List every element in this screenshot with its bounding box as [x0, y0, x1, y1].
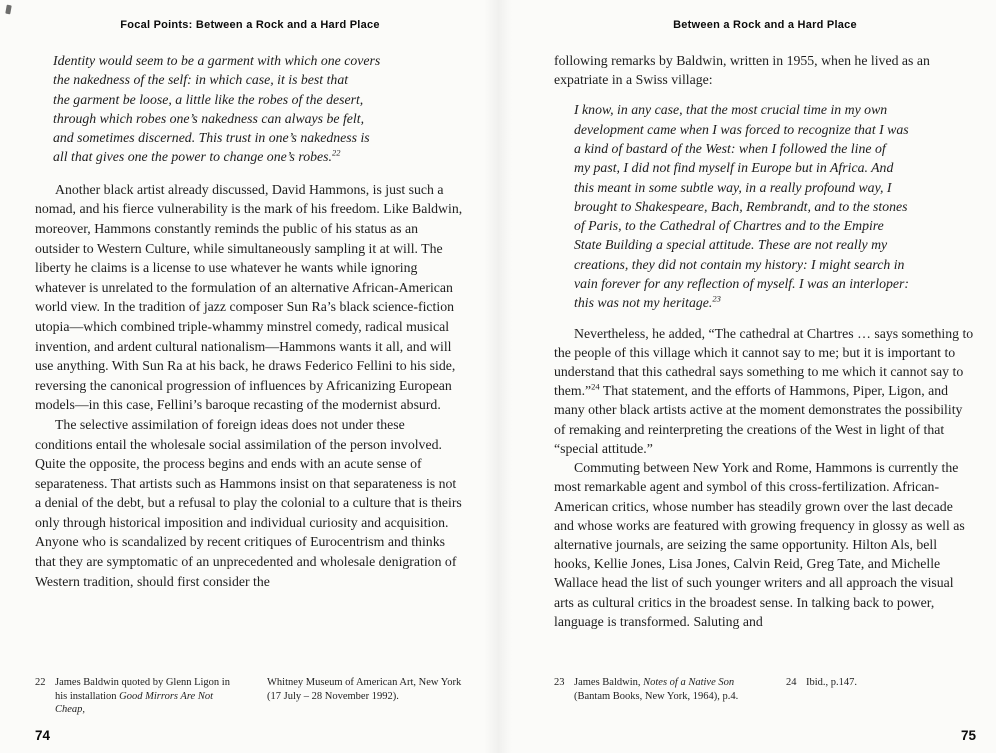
- footnote-23: [554, 676, 762, 703]
- quote-line: through which robes one’s nakedness can always be felt,: [53, 110, 365, 126]
- footnote-ref-22: 22: [331, 147, 341, 158]
- quote-line: and sometimes discerned. This trust in one’s nakedness is: [53, 130, 370, 146]
- quote-line: of Paris, to the Cathedral of Chartres and to the Empire: [574, 218, 884, 234]
- paragraph-text-part: That statement, and the efforts of Hammons, Piper, Ligon, and many other black artists active at the moment demonstrates the possibility of remaking and reinterpreting the creations of the West in light of that “special attitude.”: [554, 383, 963, 456]
- baldwin-epigraph-quote: [53, 51, 465, 167]
- page-number-74: 74: [35, 728, 51, 743]
- quote-line-text: this was not my heritage.: [574, 295, 713, 311]
- quote-line: a kind of bastard of the West: when I followed the line of: [574, 141, 886, 156]
- footnote-text: Whitney Museum of American Art, New York (17 July – 28 November 1992).: [267, 677, 462, 702]
- quote-line: my past, I did not find myself in Europe but in Africa. And: [574, 160, 894, 176]
- quote-line: the garment be loose, a little like the robes of the desert,: [53, 91, 364, 107]
- footnote-text: [574, 676, 762, 703]
- footnote-number: 23: [554, 677, 565, 688]
- footnote-22-continuation: [267, 676, 465, 717]
- footnote-text: Ibid., p.147.: [806, 677, 858, 688]
- quote-line: the nakedness of the self: in which case, it is best that: [53, 72, 349, 88]
- quote-line-text: all that gives one the power to change one’s robes.: [53, 149, 332, 165]
- footnote-number: 22: [35, 677, 46, 688]
- quote-line: creations, they did not contain my history: I might search in: [574, 256, 905, 272]
- footnote-24: [786, 676, 857, 703]
- page-number-75: 75: [960, 728, 976, 743]
- quote-line: vain forever for any reflection of myself. I was an interloper:: [574, 276, 910, 292]
- page-75: [498, 0, 996, 753]
- footnote-text-part: James Baldwin quoted by Glenn Ligon in his installation: [55, 677, 230, 702]
- quote-line: this meant in some subtle way, in a really profound way, I: [574, 179, 892, 195]
- quote-line: [53, 147, 465, 166]
- footnote-text-part: (Bantam Books, New York, 1964), p.4.: [574, 690, 739, 702]
- running-head-right: Between a Rock and a Hard Place: [673, 19, 857, 31]
- quote-line: development came when I was forced to recognize that I was: [574, 121, 909, 137]
- book-title: Notes of a Native Son: [643, 677, 735, 688]
- artwork-title: Good Mirrors Are Not Cheap,: [55, 690, 214, 715]
- footnote-ref-24: 24: [591, 381, 600, 392]
- paragraph-nevertheless: [554, 324, 976, 458]
- quote-line: State Building a special attitude. These are not really my: [574, 237, 888, 253]
- footnote-text-part: James Baldwin,: [574, 677, 644, 688]
- footnote-22: [35, 676, 243, 717]
- paragraph-selective-assimilation: The selective assimilation of foreign ideas does not under these conditions entail the wholesale social assimilation of the person involved. Quite the opposite, the process begins and ends with an acute sense of separateness. That artists such as Hammons insist on that separateness is not a denial of the debt, but a refusal to play the colonial to a culture that is theirs only through historical imposition and individual curiosity and acquisition. Anyone who is scandalized by recent critiques of Eurocentrism and thinks that they are symptomatic of an unprecedented and wholesale denigration of Western tradition, should first consider the: [35, 416, 462, 589]
- footnotes-right: [554, 676, 976, 703]
- paragraph-intro-continuation: following remarks by Baldwin, written in 1955, when he lived as an expatriate in a Swiss village:: [554, 53, 930, 88]
- quote-line: brought to Shakespeare, Bach, Rembrandt, and to the stones: [574, 198, 908, 214]
- baldwin-stranger-quote: [574, 100, 976, 312]
- quote-line: Identity would seem to be a garment with which one covers: [53, 53, 381, 68]
- paragraph-commuting: Commuting between New York and Rome, Hammons is currently the most remarkable agent and symbol of this cross-fertilization. African-American critics, whose number has steadily grown over the last decade and whose works are featured with growing frequency in glossy as well as alternative journals, are seizing the same opportunity. Hilton Als, bell hooks, Kellie Jones, Lisa Jones, Calvin Reid, Greg Tate, and Michelle Wallace head the list of such younger writers and all approach the visual arts as cultural critics in the broadest sense. In talking back to power, language is transformed. Saluting and: [554, 460, 965, 629]
- footnote-ref-23: 23: [712, 293, 721, 304]
- quote-line: [574, 293, 976, 312]
- paragraph-text-part: Nevertheless, he added, “The cathedral at Chartres … says something to the people of this village which it cannot say to me; but it is important to understand that this cathedral says something to me which it cannot say to them.”: [554, 325, 974, 399]
- footnote-text: [55, 676, 243, 717]
- footnotes-left: [35, 676, 465, 717]
- quote-line: I know, in any case, that the most crucial time in my own: [574, 102, 888, 118]
- running-head-left: Focal Points: Between a Rock and a Hard Place: [120, 19, 380, 31]
- paragraph-hammons-nomad: Another black artist already discussed, David Hammons, is just such a nomad, and his fierce vulnerability is the mark of his freedom. Like Baldwin, moreover, Hammons constantly reminds the public of his status as an outsider to Western Culture, while simultaneously sampling it at will. The liberty he claims is a license to use whatever he wants while ignoring whatever is unrelated to the formulation of an alternative African-American world view. In the tradition of jazz composer Sun Ra’s black science-fiction utopia—which combined triple-whammy minstrel comedy, radical musical invention, and ardent cultural nationalism—Hammons wants it all, and will use anything. With Sun Ra at his back, he draws Federico Fellini to his side, reversing the canonical progression of influences by Africanizing European models—in this case, Fellini’s baroque recasting of the modernist absurd.: [35, 181, 463, 413]
- footnote-number: 24: [786, 677, 797, 688]
